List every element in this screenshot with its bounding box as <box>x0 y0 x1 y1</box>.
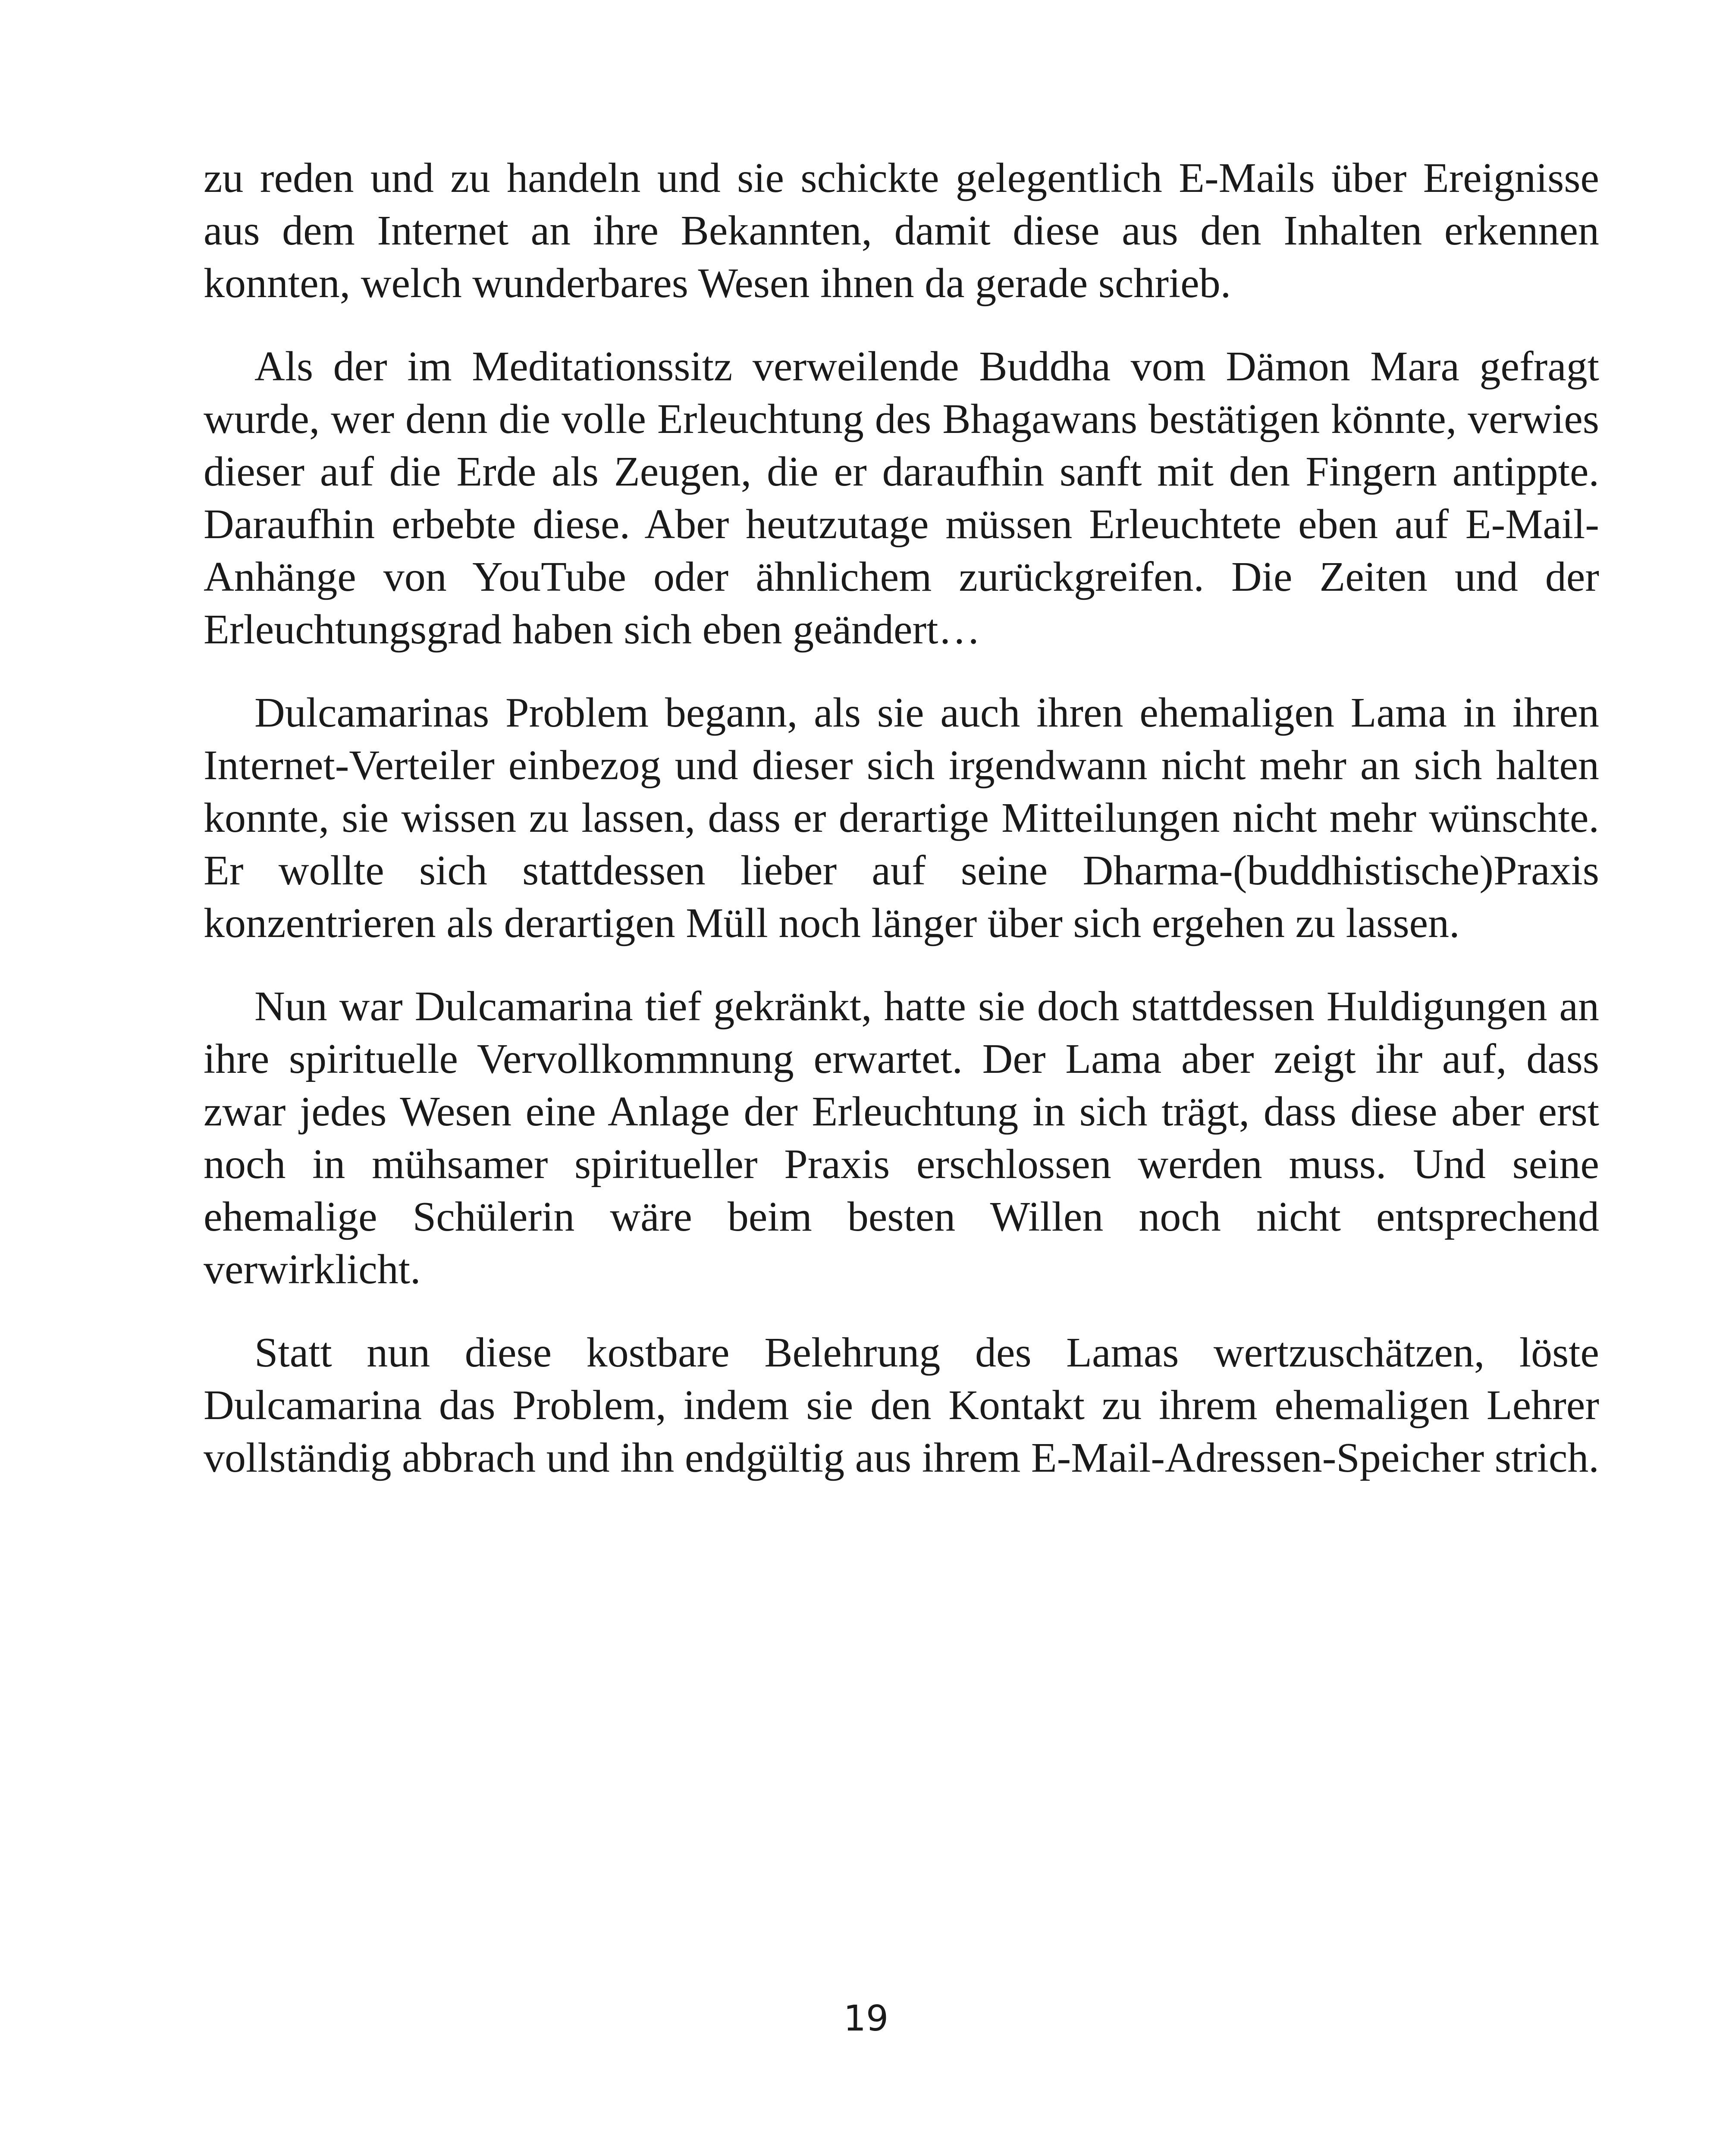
paragraph-offended: Nun war Dulcamarina tief gekränkt, hatte sie doch stattdessen Huldigungen an ihre spirituelle Vervollkommnung erwartet. Der Lama aber zeigt ihr auf, dass zwar jedes Wesen eine Anlage der Erleuchtung in sich trägt, dass diese aber erst noch in mühsamer spiritueller Praxis erschlossen werden muss. Und seine ehemalige Schülerin wäre beim besten Willen noch nicht entsprechend verwirklicht. <box>204 983 1599 1293</box>
paragraph-continuation: zu reden und zu handeln und sie schickte gelegentlich E-Mails über Ereignisse aus dem Internet an ihre Bekannten, damit diese aus den Inhalten erkennen konnten, welch wunderbares Wesen ihnen da gerade schrieb. <box>204 155 1599 307</box>
paragraph-resolution: Statt nun diese kostbare Belehrung des Lamas wertzuschätzen, löste Dulcamarina das Problem, indem sie den Kontakt zu ihrem ehemaligen Lehrer vollständig abbrach und ihn endgültig aus ihrem E-Mail-Adressen-Speicher strich. <box>204 1329 1599 1481</box>
page-number: 19 <box>843 1998 889 2039</box>
paragraph-problem-began: Dulcamarinas Problem begann, als sie auch ihren ehemaligen Lama in ihren Internet-Verteiler einbezog und dieser sich irgendwann nicht mehr an sich halten konnte, sie wissen zu lassen, dass er derartige Mitteilungen nicht mehr wünschte. Er wollte sich stattdessen lieber auf seine Dharma-(buddhistische)Praxis konzentrieren als derartigen Müll noch länger über sich ergehen zu lassen. <box>204 689 1599 946</box>
paragraph-buddha-mara: Als der im Meditationssitz verweilende Buddha vom Dämon Mara gefragt wurde, wer denn die volle Erleuchtung des Bhagawans bestätigen könnte, verwies dieser auf die Erde als Zeugen, die er daraufhin sanft mit den Fingern antippte. Daraufhin erbebte diese. Aber heutzutage müssen Erleuchtete eben auf E-Mail-Anhänge von YouTube oder ähnlichem zurückgreifen. Die Zeiten und der Erleuchtungsgrad haben sich eben geändert… <box>204 343 1599 653</box>
body-text <box>204 152 1599 1515</box>
